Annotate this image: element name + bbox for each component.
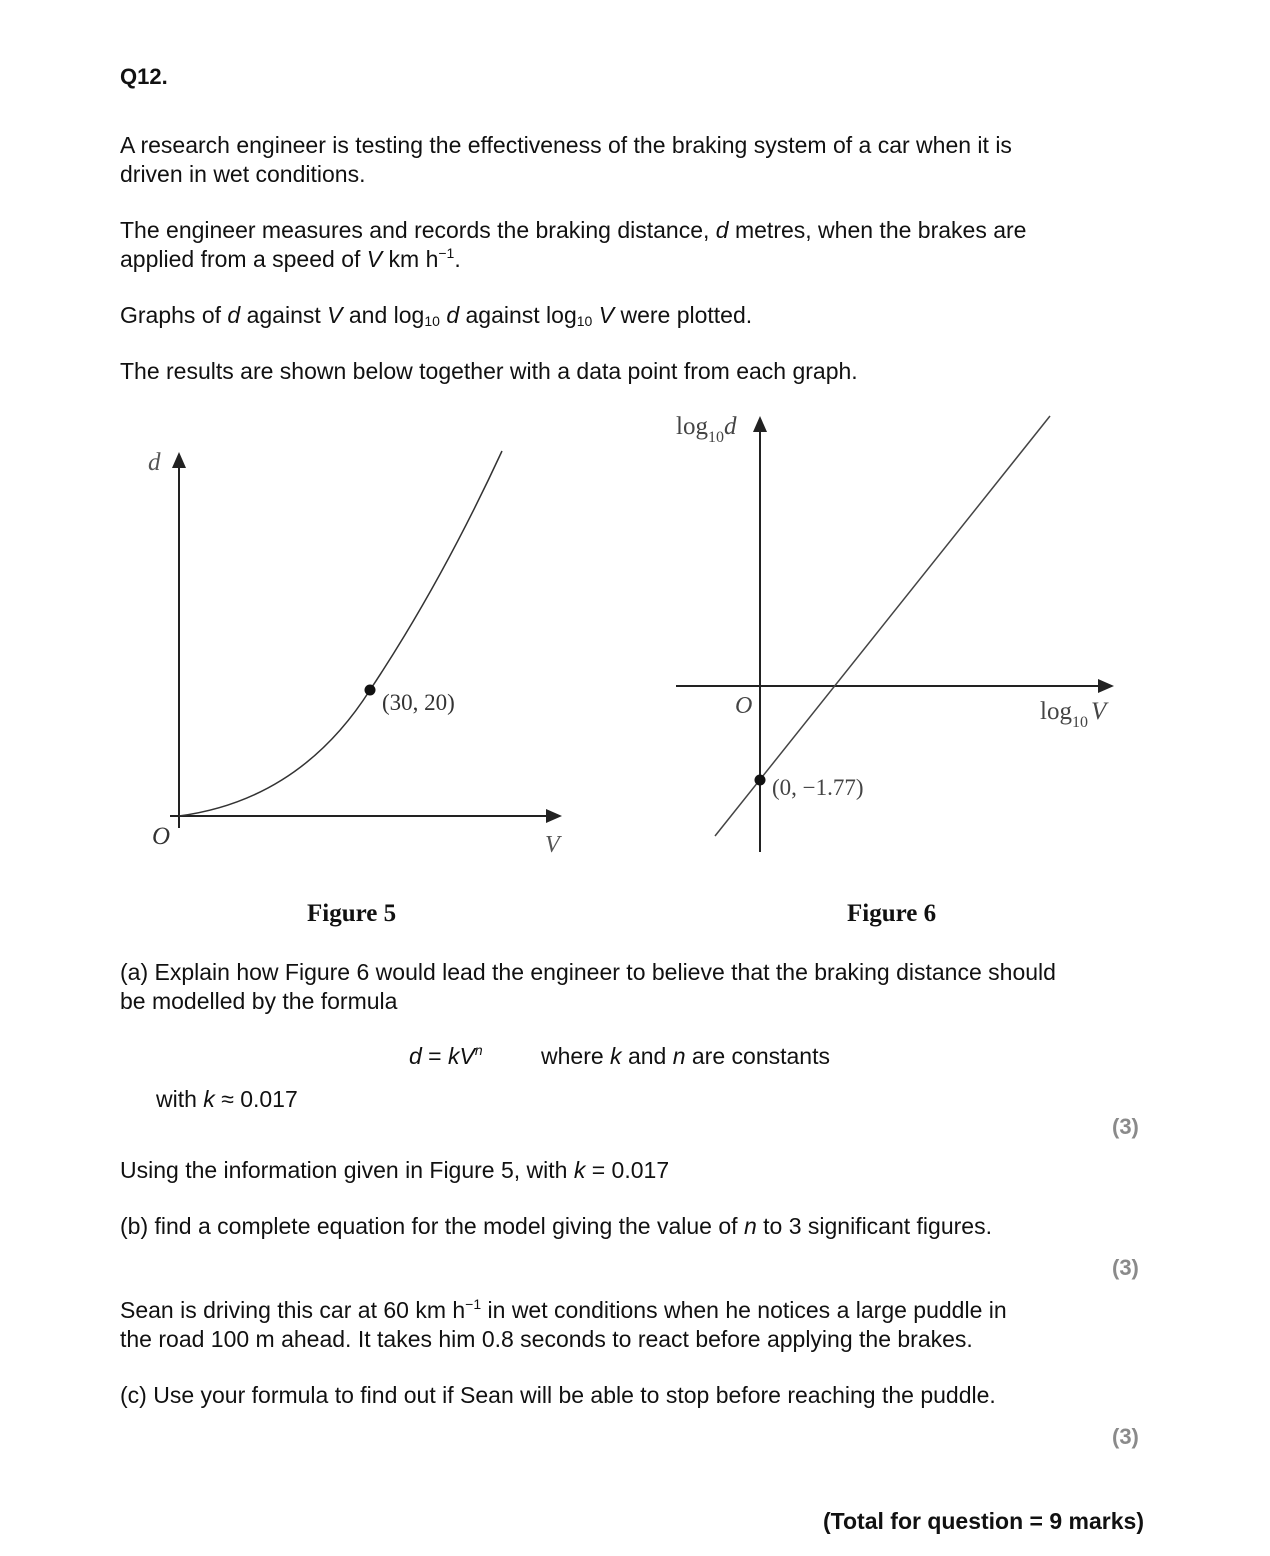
part-a-line-1: (a) Explain how Figure 6 would lead the engineer to believe that the braking distance should [120, 959, 1056, 985]
k-approx: with k ≈ 0.017 [156, 1086, 298, 1112]
figure5-y-label: d [148, 449, 161, 476]
figure5-curve [179, 451, 502, 816]
part-c-marks: (3) [1112, 1424, 1139, 1449]
figure6-y-arrow [753, 416, 767, 432]
total-marks: (Total for question = 9 marks) [823, 1508, 1144, 1534]
part-a-line-2: be modelled by the formula [120, 988, 398, 1014]
intro-line-2: driven in wet conditions. [120, 161, 366, 187]
figure6-x-label: $\log_{10} V$ [1040, 698, 1107, 731]
figure6-data-point [755, 775, 766, 786]
question-number: Q12. [120, 64, 168, 89]
part-a-marks: (3) [1112, 1114, 1139, 1139]
figure6-graph [676, 413, 1114, 852]
part-b-marks: (3) [1112, 1255, 1139, 1280]
figure6-y-label: $\log_{10}d$ [676, 413, 737, 446]
figure5-origin: O [152, 823, 171, 850]
figure6-origin: O [735, 693, 753, 719]
part-c-text: (c) Use your formula to find out if Sean will be able to stop before reaching the puddle. [120, 1382, 996, 1408]
part-b-intro: Using the information given in Figure 5, with k = 0.017 [120, 1157, 670, 1183]
figure6-caption: Figure 6 [847, 900, 937, 927]
model-formula: $d = kV^n$ [409, 1042, 483, 1069]
part-b-text: (b) find a complete equation for the model giving the value of n to 3 significant figures. [120, 1213, 992, 1239]
results-line: The results are shown below together with a data point from each graph. [120, 358, 858, 384]
figure6-line [715, 416, 1050, 836]
formula-description: where k and n are constants [541, 1043, 830, 1069]
sean-line-2: the road 100 m ahead. It takes him 0.8 seconds to react before applying the brakes. [120, 1326, 973, 1352]
figure5-x-label: V [545, 832, 560, 858]
figure5-data-point [365, 685, 376, 696]
graphs-line: Graphs of d against V and $\log_{10} d$ against $\log_{10} V$ were plotted. [120, 302, 753, 329]
figure5-graph [148, 449, 562, 858]
figure5-caption: Figure 5 [307, 900, 397, 927]
intro-line-1: A research engineer is testing the effectiveness of the braking system of a car when it is [120, 132, 1012, 158]
figure6-x-arrow [1098, 679, 1114, 693]
sean-line-1: Sean is driving this car at 60 km $h^{-1}$ in wet conditions when he notices a large puddle in [120, 1296, 1007, 1323]
measure-line-2: applied from a speed of V km $h^{-1}$. [120, 245, 461, 272]
figure5-point-label: (30, 20) [382, 690, 455, 715]
figure6-point-label: (0, −1.77) [772, 775, 864, 800]
measure-line-1: The engineer measures and records the braking distance, d metres, when the brakes are [120, 217, 1027, 243]
figure5-x-arrow [546, 809, 562, 823]
figure5-y-arrow [172, 452, 186, 468]
